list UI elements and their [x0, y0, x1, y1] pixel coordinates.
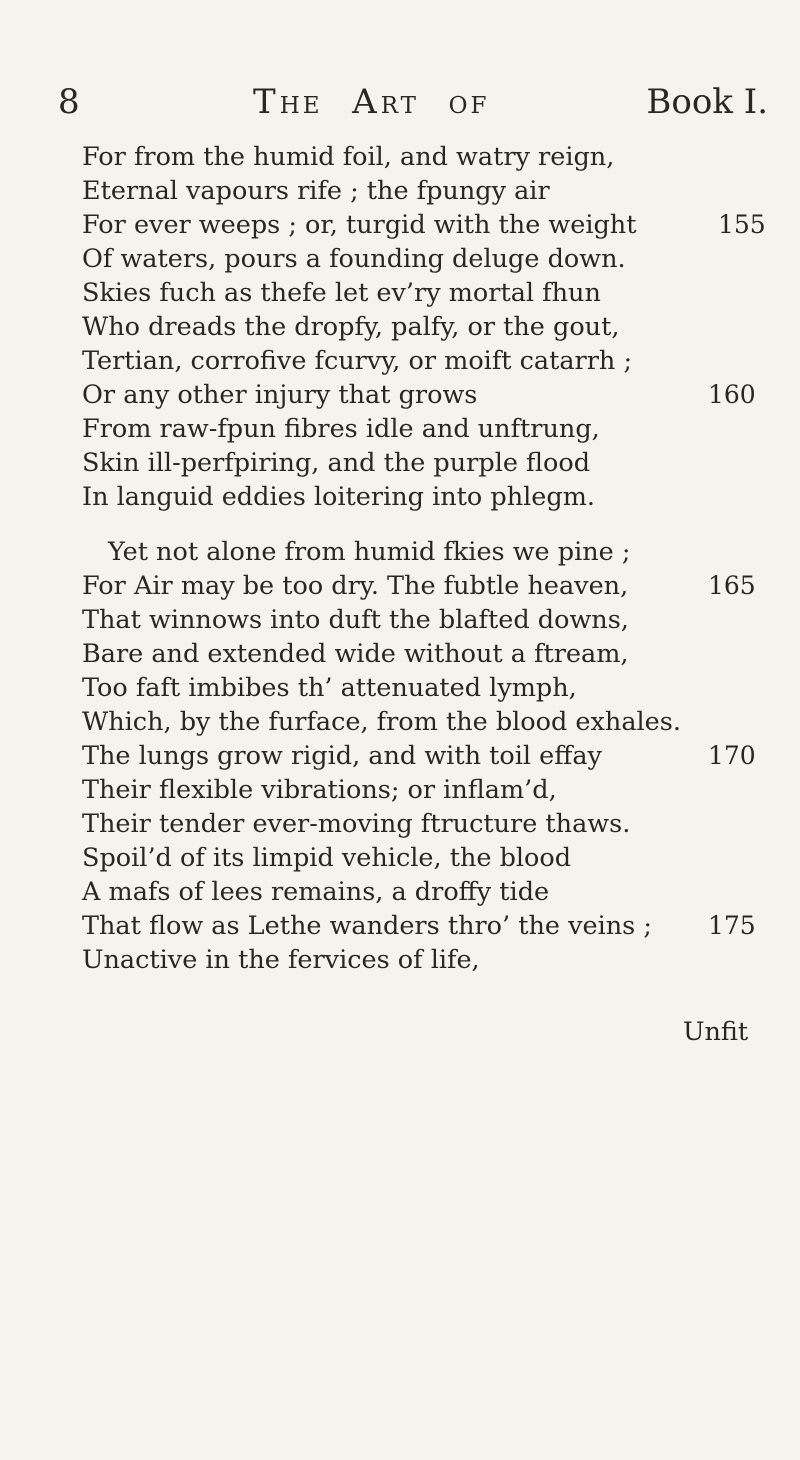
line-number: 165	[708, 571, 756, 600]
verse-line: A mafs of lees remains, a droffy tide	[82, 877, 550, 907]
verse-line: Yet not alone from humid fkies we pine ;	[108, 537, 631, 567]
verse-line: Tertian, corrofive fcurvy, or moift catarrh ;	[82, 346, 633, 376]
verse-line: Skies fuch as thefe let ev’ry mortal fhun	[82, 278, 601, 308]
verse-line: Unactive in the fervices of life,	[82, 945, 480, 975]
running-header	[58, 82, 768, 132]
line-number: 155	[718, 210, 766, 239]
verse-line: Too faft imbibes th’ attenuated lymph,	[82, 673, 577, 703]
verse-line: Their flexible vibrations; or inflam’d,	[82, 775, 557, 805]
verse-line: Of waters, pours a founding deluge down.	[82, 244, 626, 274]
verse-line: In languid eddies loitering into phlegm.	[82, 482, 595, 512]
book-label: Book I.	[646, 82, 768, 122]
verse-line: Bare and extended wide without a ftream,	[82, 639, 629, 669]
verse-line: Which, by the furface, from the blood exhales.	[82, 707, 681, 737]
title-cap-t: T	[253, 82, 280, 122]
verse-line: For Air may be too dry. The fubtle heaven,	[82, 571, 629, 601]
verse-line: Eternal vapours rife ; the fpungy air	[82, 176, 550, 206]
page-number: 8	[58, 82, 80, 122]
verse-line: Their tender ever-moving ftructure thaws.	[82, 809, 631, 839]
verse-line: Or any other injury that grows	[82, 380, 478, 410]
verse-line: That winnows into duft the blafted downs,	[82, 605, 629, 635]
title-small-he: HE	[279, 93, 323, 119]
running-title	[253, 82, 489, 122]
title-cap-a: A	[352, 82, 381, 122]
line-number: 170	[708, 741, 756, 770]
verse-line: For ever weeps ; or, turgid with the weight	[82, 210, 637, 240]
title-small-of: OF	[448, 93, 490, 119]
verse-line: The lungs grow rigid, and with toil effay	[82, 741, 602, 771]
verse-line: Skin ill-perfpiring, and the purple flood	[82, 448, 591, 478]
verse-line: Who dreads the dropfy, palfy, or the gout,	[82, 312, 620, 342]
verse-line: Spoil’d of its limpid vehicle, the blood	[82, 843, 572, 873]
verse-line: From raw-fpun fibres idle and unftrung,	[82, 414, 600, 444]
title-small-rt: RT	[380, 93, 419, 119]
verse-line: For from the humid foil, and watry reign,	[82, 142, 615, 172]
verse-line: That flow as Lethe wanders thro’ the veins ;	[82, 911, 652, 941]
line-number: 175	[708, 911, 756, 940]
line-number: 160	[708, 380, 756, 409]
catchword: Unfit	[683, 1017, 749, 1047]
